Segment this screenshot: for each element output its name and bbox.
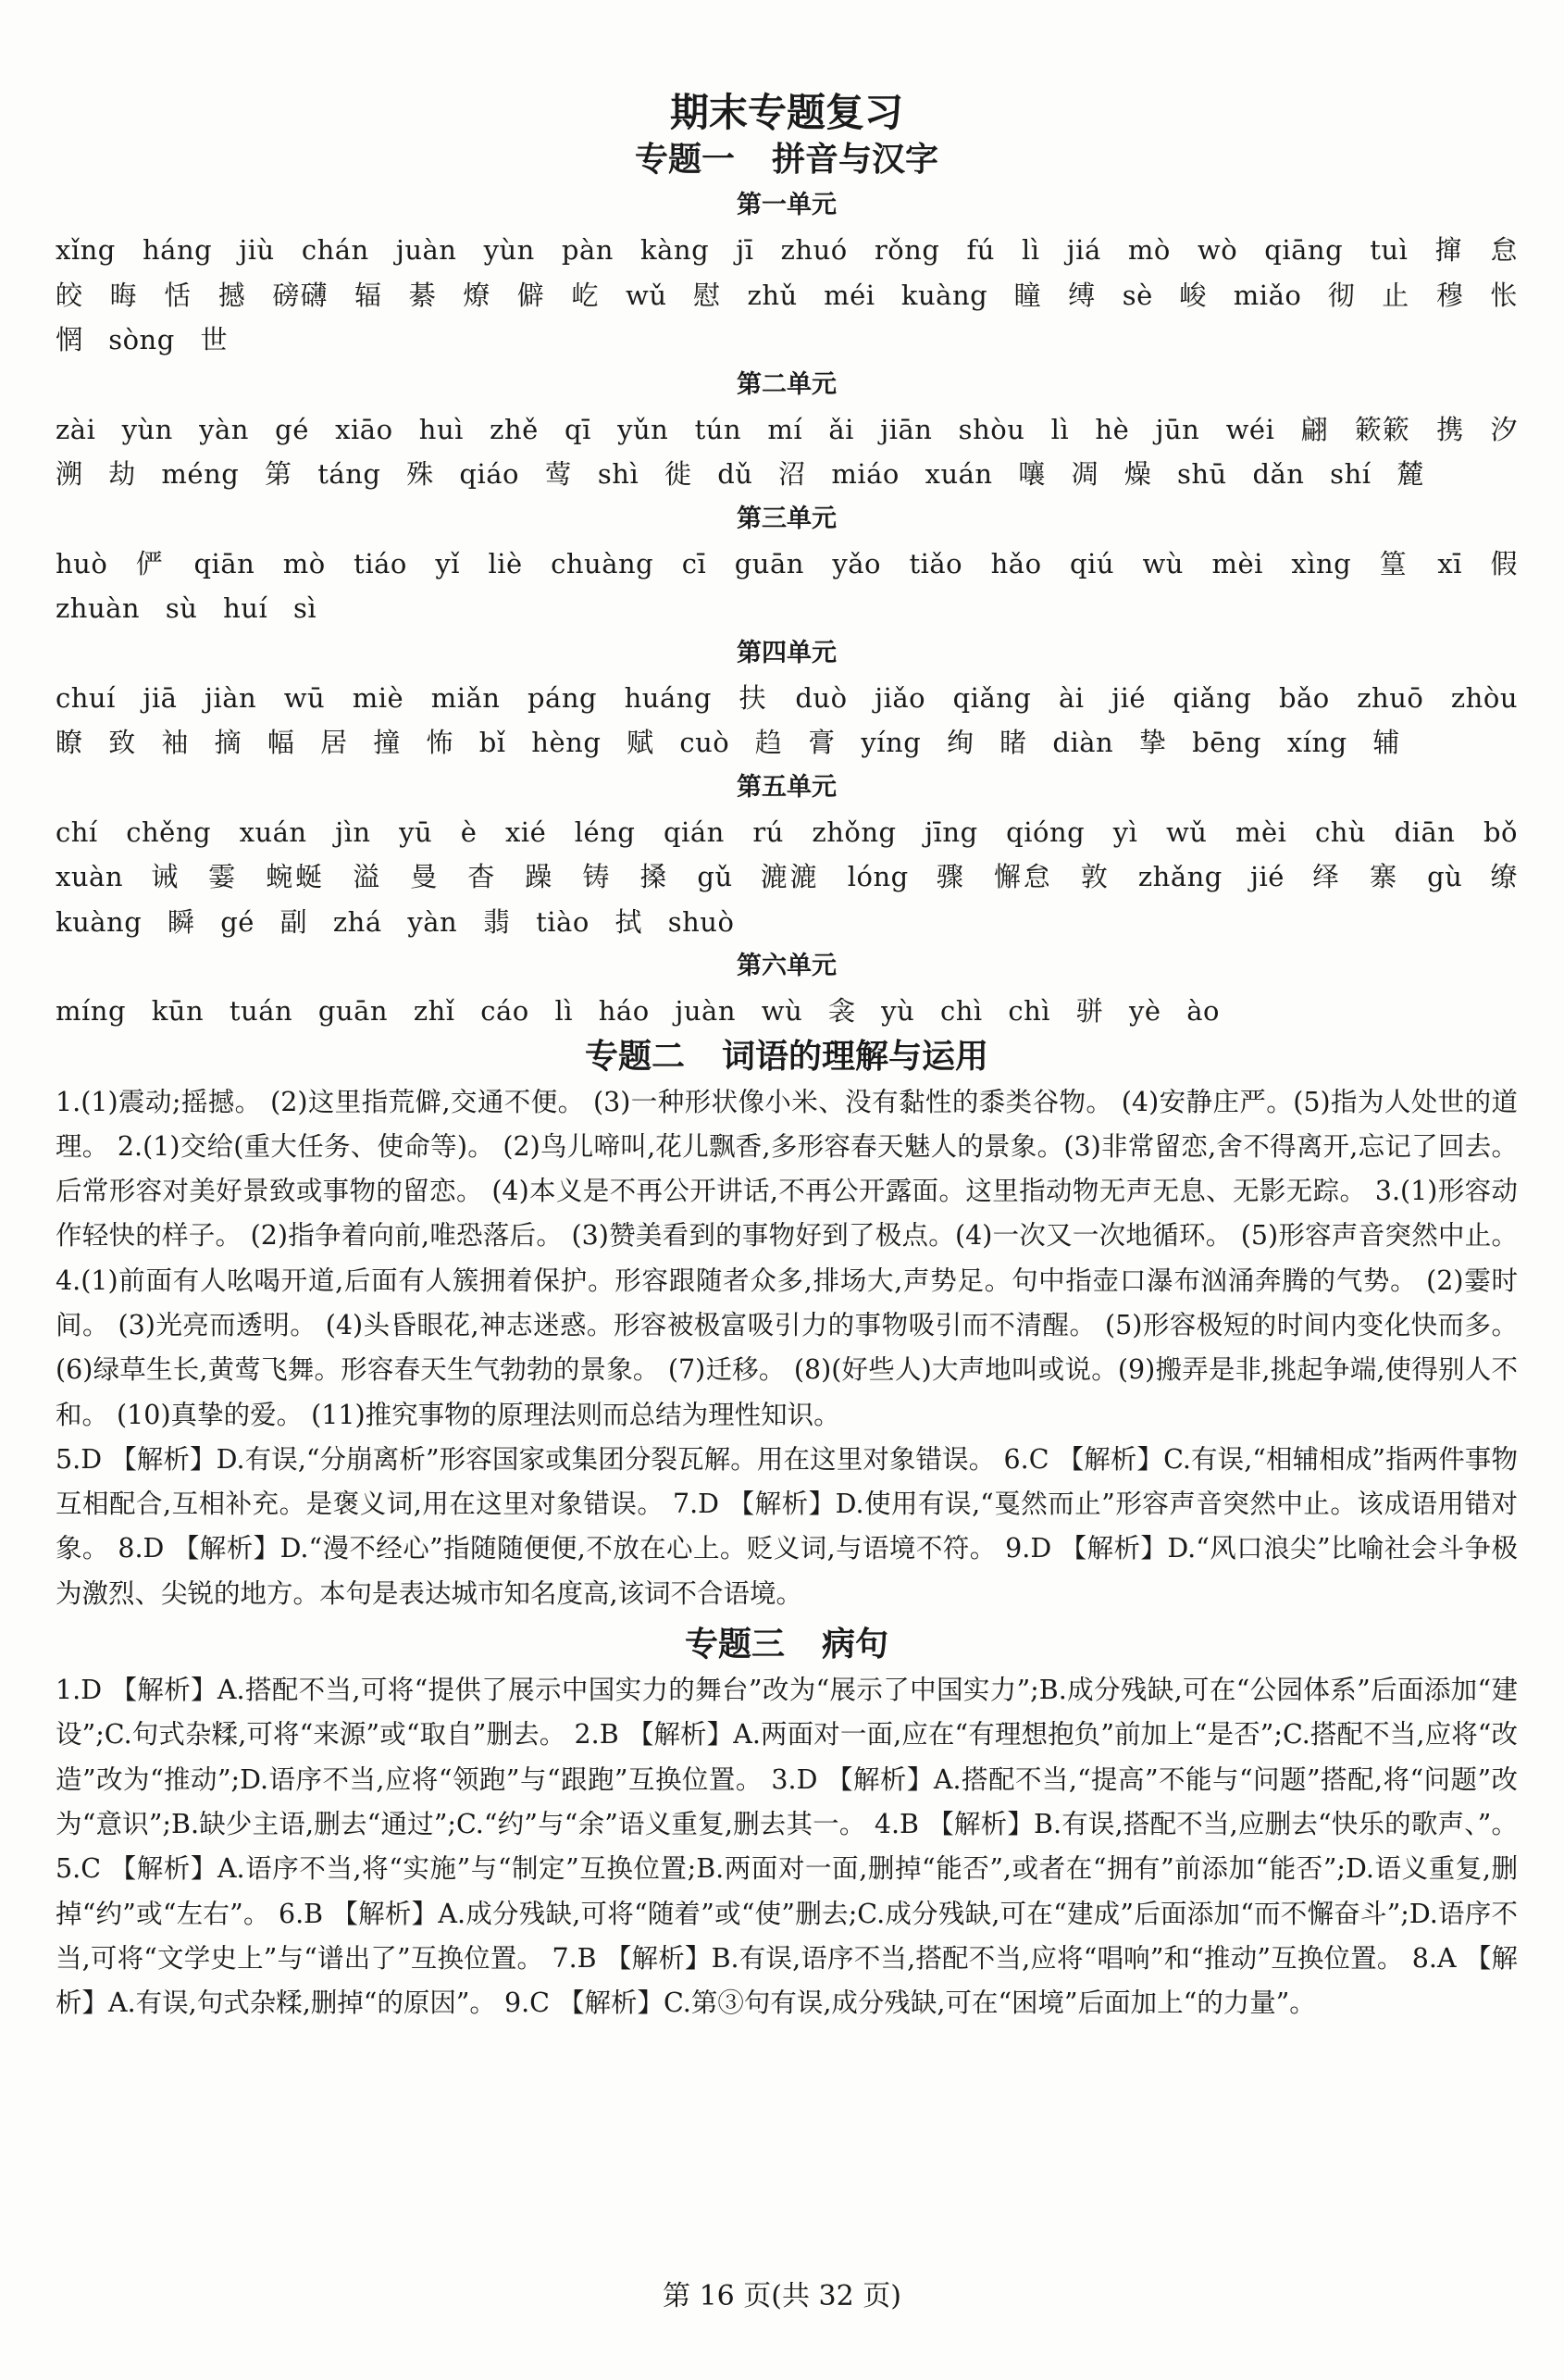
unit-title: 第六单元 — [737, 952, 837, 980]
topic2-number: 专题二 — [584, 1037, 685, 1076]
topic2-subtitle: 词语的理解与运用 — [722, 1037, 989, 1076]
unit-section — [56, 363, 1518, 497]
unit-answers: chuí jiā jiàn wū miè miǎn páng huáng 扶 duò jiǎo qiǎng ài jié qiǎng bǎo zhuō zhòu 瞭 致 袖 摘 幅 居 撞 怖 bǐ hèng 赋 cuò 趋 膏 yíng 绚 睹 diàn 挚 bēng xíng 辅 — [56, 681, 1518, 758]
unit-title: 第二单元 — [737, 369, 837, 399]
unit-title: 第一单元 — [737, 191, 837, 219]
unit-answers: zài yùn yàn gé xiāo huì zhě qī yǔn tún mí ǎi jiān shòu lì hè jūn wéi 翩 簌簌 携 汐 溯 劫 méng 第 táng 殊 qiáo 莺 shì 徙 dǔ 沼 miáo xuán 嚷 凋 燥 shū dǎn shí 麓 — [56, 413, 1518, 490]
main-title: 期末专题复习 — [669, 90, 903, 135]
topic3-heading — [56, 1622, 1518, 1668]
answer-paragraph: 1.D 【解析】A.搭配不当,可将“提供了展示中国实力的舞台”改为“展示了中国实力”;B.成分残缺,可在“公园体系”后面添加“建设”;C.句式杂糅,可将“来源”或“取自”删去。 2.B 【解析】A.两面对一面,应在“有理想抱负”前加上“是否”;C.搭配不当,应将“改造”改为“推动”;D.语序不当,应将“领跑”与“跟跑”互换位置。 3.D 【解析】A.搭配不当,“提高”不能与“问题”搭配,将“问题”改为“意识”;B.缺少主语,删去“通过”;C.“约”与“余”语义重复,删去其一。 4.B 【解析】B.有误,搭配不当,应删去“快乐的歌声、”。 5.C 【解析】A.语序不当,将“实施”与“制定”互换位置;B.两面对一面,删掉“能否”,或者在“拥有”前添加“能否”;D.语义重复,删掉“约”或“左右”。 6.B 【解析】A.成分残缺,可将“随着”或“使”删去;C.成分残缺,可在“建成”后面添加“而不懈奋斗”;D.语序不当,可将“文学史上”与“谱出了”互换位置。 7.B 【解析】B.有误,语序不当,搭配不当,应将“唱响”和“推动”互换位置。 8.A 【解析】A.有误,句式杂糅,删掉“的原因”。 9.C 【解析】C.第③句有误,成分残缺,可在“困境”后面加上“的力量”。 — [56, 1675, 1518, 2019]
unit-title: 第四单元 — [737, 638, 837, 667]
unit-title: 第五单元 — [737, 772, 837, 802]
unit-section — [56, 631, 1518, 766]
unit-answers: huò 俨 qiān mò tiáo yǐ liè chuàng cī guān yǎo tiǎo hǎo qiú wù mèi xìng 篁 xī 假 zhuàn sù huí sì — [56, 547, 1518, 624]
unit-answers: chí chěng xuán jìn yū è xié léng qián rú zhǒng jīng qióng yì wǔ mèi chù diān bǒ xuàn 诫 霎 蜿蜒 溢 曼 杳 躁 铸 搡 gǔ 漉漉 lóng 骤 懈怠 敦 zhǎng jié 绎 寨 gù 缭 kuàng 瞬 gé 副 zhá yàn 翡 tiào 拭 shuò — [56, 816, 1518, 938]
unit-answers: míng kūn tuán guān zhǐ cáo lì háo juàn wù 衾 yù chì chì 骈 yè ào — [56, 995, 1221, 1027]
answer-paragraph: 1.(1)震动;摇撼。 (2)这里指荒僻,交通不便。 (3)一种形状像小米、没有黏性的黍类谷物。 (4)安静庄严。(5)指为人处世的道理。 2.(1)交给(重大任务、使命等)。 (2)鸟儿啼叫,花儿飘香,多形容春天魅人的景象。(3)非常留恋,舍不得离开,忘记了回去。后常形容对美好景致或事物的留恋。 (4)本义是不再公开讲话,不再公开露面。这里指动物无声无息、无影无踪。 3.(1)形容动作轻快的样子。 (2)指争着向前,唯恐落后。 (3)赞美看到的事物好到了极点。(4)一次又一次地循环。 (5)形容声音突然中止。 4.(1)前面有人吆喝开道,后面有人簇拥着保护。形容跟随者众多,排场大,声势足。句中指壶口瀑布汹涌奔腾的气势。 (2)霎时间。 (3)光亮而透明。 (4)头昏眼花,神志迷惑。形容被极富吸引力的事物吸引而不清醒。 (5)形容极短的时间内变化快而多。 (6)绿草生长,黄莺飞舞。形容春天生气勃勃的景象。 (7)迁移。 (8)(好些人)大声地叫或说。(9)搬弄是非,挑起争端,使得别人不和。 (10)真挚的爱。 (11)推究事物的原理法则而总结为理性知识。 — [56, 1086, 1518, 1430]
unit-section — [56, 766, 1518, 945]
topic3-subtitle: 病句 — [822, 1626, 889, 1664]
unit-title: 第三单元 — [737, 504, 837, 533]
unit-answers: xǐng háng jiù chán juàn yùn pàn kàng jī zhuó rǒng fú lì jiá mò wò qiāng tuì 撺 怠 皎 晦 恬 撼 磅礴 辐 綦 燎 僻 屹 wǔ 慰 zhǔ méi kuàng 瞳 缚 sè 峻 miǎo 彻 止 穆 怅惘 sòng 世 — [56, 234, 1518, 355]
unit-section — [56, 944, 1518, 1034]
topic3-answers — [56, 1668, 1518, 2025]
topic1-subtitle: 拼音与汉字 — [772, 141, 939, 179]
topic1-number: 专题一 — [634, 141, 735, 179]
answer-page — [56, 89, 1518, 2025]
topic1-heading — [56, 137, 1518, 183]
topic2-answers — [56, 1080, 1518, 1617]
answer-paragraph: 5.D 【解析】D.有误,“分崩离析”形容国家或集团分裂瓦解。用在这里对象错误。 6.C 【解析】C.有误,“相辅相成”指两件事物互相配合,互相补充。是褒义词,用在这里对象错误。 7.D 【解析】D.使用有误,“戛然而止”形容声音突然中止。该成语用错对象。 8.D 【解析】D.“漫不经心”指随随便便,不放在心上。贬义词,与语境不符。 9.D 【解析】D.“风口浪尖”比喻社会斗争极为激烈、尖锐的地方。本句是表达城市知名度高,该词不合语境。 — [56, 1443, 1518, 1609]
unit-section — [56, 183, 1518, 363]
page-number: 第 16 页(共 32 页) — [663, 2280, 901, 2312]
topic3-number: 专题三 — [684, 1626, 785, 1664]
topic2-heading — [56, 1034, 1518, 1080]
unit-section — [56, 497, 1518, 631]
